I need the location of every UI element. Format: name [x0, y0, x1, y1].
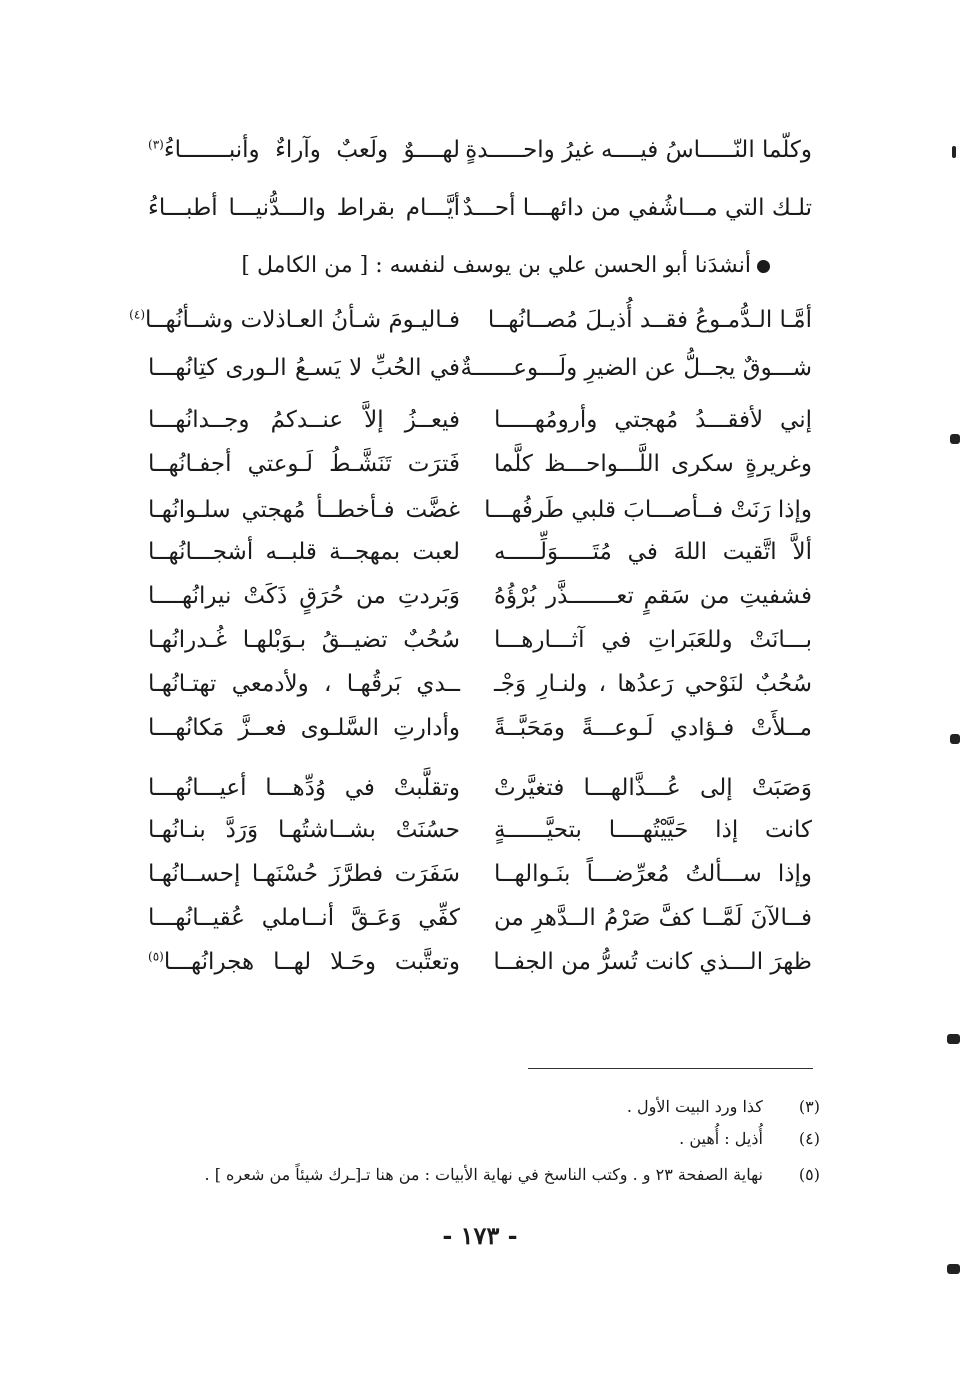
verse-second-hemistich: في الحُبِّ لا يَسـعُ الـورى كتِانُهـــا [148, 355, 460, 381]
hemistich-text: لهــــوٌ ولَعبٌ وآراءٌ وأنبـــــــاءُ [163, 137, 460, 163]
verse-second-hemistich: وأدارتِ السَّلـوى فعــزَّ مَكانُهـــا [148, 715, 460, 741]
verse-second-hemistich: أيَّـــام بقراط والـــدُّنيـــا أطبـــاءُ [148, 195, 460, 221]
verse-second-hemistich [148, 940, 460, 984]
footnote [180, 1160, 820, 1190]
verse-first-hemistich: إني لأفقـــدُ مُهجتي وأرومُهـــــا [494, 407, 812, 433]
verse-line [0, 488, 962, 532]
verse-second-hemistich: حسُنَتْ بشــاشتُهـا وَرَدَّ بنـانُهـا [148, 817, 460, 843]
verse-first-hemistich: وَصَبَتْ إلى عُـــذَّالهـــا فتغيَّرتْ [494, 775, 812, 801]
verse-second-hemistich [129, 298, 460, 342]
footnote-ref: (٣) [148, 137, 164, 152]
footnote-text: كذا ورد البيت الأول . [626, 1097, 763, 1116]
verse-line [0, 852, 962, 896]
verse-line [0, 940, 962, 984]
verse-first-hemistich: سُحُبٌ لنَوْحي رَعدُها ، ولنـارِ وَجْـ [494, 671, 812, 697]
verse-line [0, 574, 962, 618]
verse-second-hemistich: سَفَرَت فطرَّزَ حُسْنَهـا إحســانُهـا [148, 861, 460, 887]
verse-line [0, 442, 962, 486]
verse-first-hemistich: مــلأَتْ فـؤادي لَـوعـــةً ومَحَبَّــةً [494, 715, 812, 741]
verse-second-hemistich: غضَّت فـأخطــأ مُهجتي سلـوانُهـا [148, 497, 460, 523]
footnote-number: (٣) [798, 1097, 820, 1116]
verse-line [0, 766, 962, 810]
verse-line [0, 530, 962, 574]
poem-intro [241, 246, 770, 286]
verse-first-hemistich: وغريرةٍ سكرى اللَّـــواحـــظ كلَّما [494, 451, 812, 477]
footnote [180, 1092, 820, 1122]
scan-mark [947, 1264, 960, 1274]
footnote-ref: (٥) [148, 949, 164, 964]
verse-second-hemistich: لعبت بمهجــة قلبــه أشجـــانُهــا [148, 539, 460, 565]
footnote-number: (٤) [798, 1129, 820, 1148]
verse-second-hemistich: ــدي بَرقُهـا ، ولأدمعي تهتـانُهـا [148, 671, 460, 697]
verse-first-hemistich: تلـك التي مـــاشُفي من دائهـــا أحـــدٌ [462, 195, 812, 221]
footnote-text: أُذيل : أُهين . [679, 1129, 763, 1148]
verse-first-hemistich: ظهرَ الـــذي كانت تُسرُّ من الجفــا [493, 949, 812, 975]
verse-line [0, 398, 962, 442]
verse-line [0, 808, 962, 852]
verse-first-hemistich: ألاَّ اتَّقيت اللهَ في مُتَـــــوَلِّـــــه [494, 539, 812, 565]
footnote-number: (٥) [798, 1165, 820, 1184]
verse-line [0, 298, 962, 342]
intro-text: أنشدَنا أبو الحسن علي بن يوسف لنفسه : [ من الكامل ] [241, 253, 751, 278]
scan-mark [950, 434, 960, 444]
hemistich-text: وتعتَّبت وحَـلا لهــا هجرانُهـــا [163, 949, 460, 975]
verse-first-hemistich: بـــانَتْ وللعَبَراتِ في آثـــارهـــا [494, 627, 812, 653]
verse-first-hemistich: شـــوقٌ يجــلُّ عن الضيرِ ولَـــوعــــــةٌ [460, 355, 812, 381]
verse-first-hemistich: وإذا ســـألتُ مُعرِّضـــاً بنَـوالهــا [494, 861, 812, 887]
footnote [180, 1124, 820, 1154]
footnote-text: نهاية الصفحة ٢٣ و . وكتب الناسخ في نهاية الأبيات : من هنا تـ[ـرك شيئاً من شعره ] . [204, 1165, 763, 1184]
verse-line [0, 662, 962, 706]
verse-second-hemistich: وتقلَّبتْ في وُدِّهـــا أعيـــانُهـــا [148, 775, 460, 801]
verse-line [0, 346, 962, 390]
verse-first-hemistich: أمَّـا الـدُّمـوعُ فقــد أُذيـلَ مُصــانُهــا [487, 307, 812, 333]
verse-line [0, 128, 962, 172]
verse-line [0, 618, 962, 662]
verse-first-hemistich: فــالآنَ لَمَّــا كفَّ صَرْمُ الــدَّهرِ من [494, 905, 812, 931]
verse-second-hemistich: سُحُبٌ تضيــقُ بـوَبْلهـا غُـدرانُهـا [148, 627, 460, 653]
scan-mark [947, 1034, 960, 1044]
verse-line [0, 186, 962, 230]
verse-second-hemistich [148, 128, 460, 172]
verse-line [0, 706, 962, 750]
verse-second-hemistich: فيعــزُ إلاَّ عنــدكمُ وجــدانُهـــا [148, 407, 460, 433]
scan-mark [950, 734, 960, 744]
page-number: - ١٧٣ - [442, 1221, 518, 1250]
footnote-separator [528, 1068, 813, 1069]
verse-line [0, 896, 962, 940]
scan-mark [952, 146, 956, 158]
verse-second-hemistich: كفِّي وَعَـقَّ أنــاملي عُقيــانُهـــا [148, 905, 460, 931]
hemistich-text: فـاليـومَ شـأنُ العـاذلات وشــأنُهــا [145, 307, 460, 333]
verse-first-hemistich: وإذا رَنَتْ فــأصـــابَ قلبي طَرفُهـــا [484, 497, 812, 523]
bullet-icon [757, 260, 770, 273]
verse-second-hemistich: وَبَردتِ من حُرَقٍ ذَكَتْ نيرانُهــــا [148, 583, 460, 609]
verse-first-hemistich: فشفيتِ من سَقمٍ تعـــــــذَّر بُرْؤُهُ [494, 583, 812, 609]
footnote-ref: (٤) [129, 307, 145, 322]
verse-second-hemistich: فَترَت تَنَشَّـطُ لَـوعتي أجفـانُهــا [148, 451, 460, 477]
verse-first-hemistich: وكلّما النّـــــاسُ فيــــه غيرُ واحـــــدةٍ [465, 137, 812, 163]
verse-first-hemistich: كانت إذا حَيَّيْتُهــــا بتحيَّــــــةٍ [494, 817, 812, 843]
